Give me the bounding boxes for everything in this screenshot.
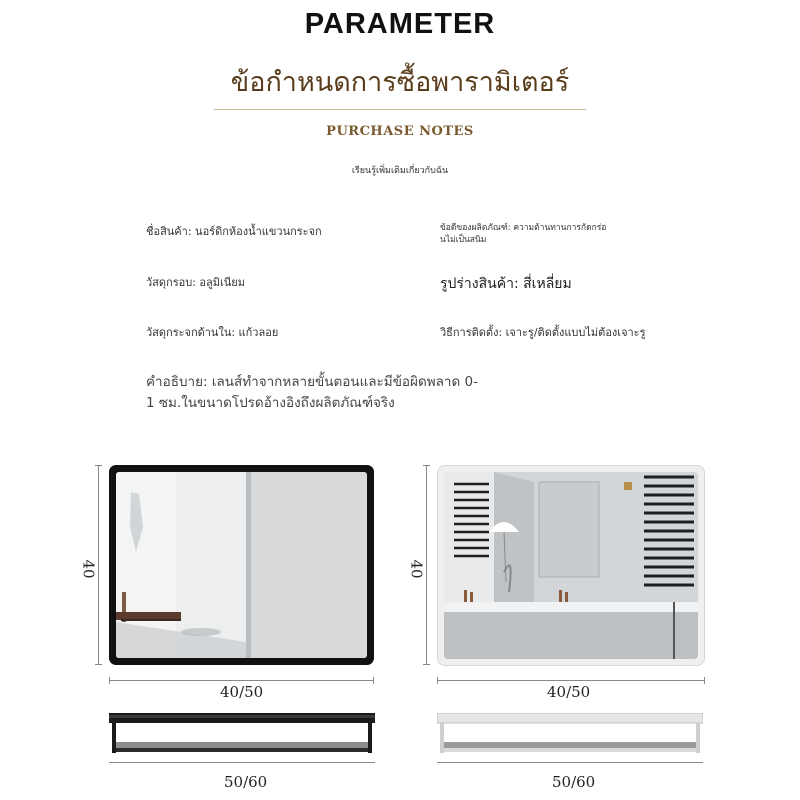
width-label-black: 40/50 <box>220 683 264 701</box>
height-label-white: 40 <box>407 559 426 579</box>
white-shelf-side-view <box>437 713 703 757</box>
mirror-glass <box>116 472 367 658</box>
title-divider <box>214 109 586 110</box>
dimension-tick <box>109 677 110 684</box>
black-shelf-side-view <box>109 713 375 757</box>
depth-label-black: 50/60 <box>224 773 268 791</box>
width-label-white: 40/50 <box>547 683 591 701</box>
spec-advantages-line1: ข้อดีของผลิตภัณฑ์: ความต้านทานการกัดกร่อ <box>440 223 607 233</box>
spec-product-name: ชื่อสินค้า: นอร์ดิกห้องน้ำแขวนกระจก <box>146 225 322 238</box>
spec-installation: วิธีการติดตั้ง: เจาะรู/ติดตั้งแบบไม่ต้องเจาะรู <box>440 326 646 339</box>
description-text <box>146 372 566 414</box>
dimension-tick <box>423 465 430 466</box>
spec-advantages <box>440 222 640 246</box>
mirror-glass <box>444 472 698 659</box>
dimension-tick <box>95 664 102 665</box>
depth-label-white: 50/60 <box>552 773 596 791</box>
dimension-tick <box>704 677 705 684</box>
bathroom-reflection-white <box>444 472 698 659</box>
spec-shape: รูปร่างสินค้า: สี่เหลี่ยม <box>440 276 572 292</box>
dimension-tick <box>437 677 438 684</box>
spec-frame-material: วัสดุกรอบ: อลูมิเนียม <box>146 276 245 289</box>
shelf-profile-white <box>437 713 703 757</box>
dimension-tick <box>423 664 430 665</box>
depth-dimension-line-black <box>109 762 375 763</box>
spec-inner-mirror: วัสดุกระจกด้านใน: แก้วลอย <box>146 326 279 339</box>
bathroom-reflection-black <box>116 472 367 658</box>
description-line2: 1 ซม.ในขนาดโปรดอ้างอิงถึงผลิตภัณฑ์จริง <box>146 395 395 411</box>
dimension-tick <box>95 465 102 466</box>
spec-advantages-line2: นไม่เป็นสนิม <box>440 235 487 245</box>
dimension-tick <box>373 677 374 684</box>
page-title: PARAMETER <box>304 8 496 40</box>
height-label-black: 40 <box>79 559 98 579</box>
learn-more-text: เรียนรู้เพิ่มเติมเกี่ยวกับฉัน <box>351 166 449 176</box>
depth-dimension-line-white <box>437 762 703 763</box>
purchase-notes-heading: PURCHASE NOTES <box>326 124 474 139</box>
page-title-thai: ข้อกำหนดการซื้อพารามิเตอร์ <box>230 67 570 98</box>
width-dimension-line-white <box>437 680 705 681</box>
height-dimension-line-black <box>98 465 99 665</box>
description-line1: คำอธิบาย: เลนส์ทำจากหลายขั้นตอนและมีข้อผิดพลาด 0- <box>146 374 478 390</box>
width-dimension-line-black <box>109 680 374 681</box>
height-dimension-line-white <box>426 465 427 665</box>
shelf-profile-black <box>109 713 375 757</box>
white-frame-mirror <box>437 465 705 666</box>
black-frame-mirror <box>109 465 374 665</box>
